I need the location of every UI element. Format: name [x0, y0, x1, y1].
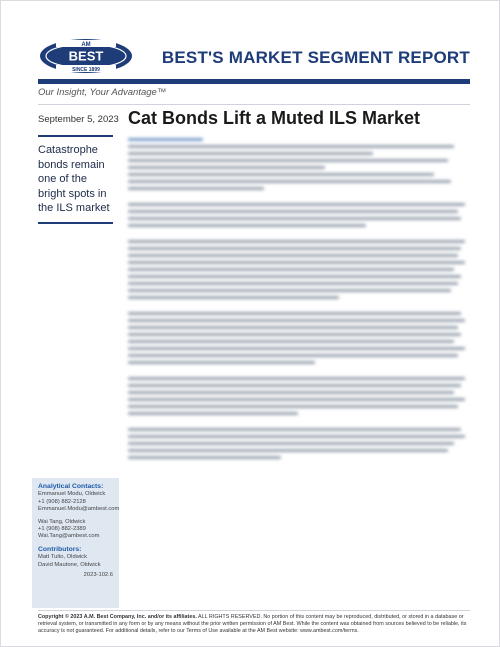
document-code: 2023-102.6 — [83, 572, 113, 579]
logo-top-text: AM — [81, 42, 91, 48]
publication-date: September 5, 2023 — [38, 114, 119, 125]
copyright-footer — [38, 614, 470, 635]
logo-bottom-text: SINCE 1899 — [72, 67, 100, 73]
logo-main-text: BEST — [68, 48, 104, 64]
copyright-disclaimer: ALL RIGHTS RESERVED. No portion of this content may be reproduced, distributed, or stored in a database or retrieval system, or transmitted in any form or by any means without the prior written permission of AM Best. While the content was obtained from sources believed to be reliable, its accuracy is not guaranteed. For additional details, refer to our Terms of Use available at the AM Best website: www.ambest.com/terms. — [38, 614, 467, 634]
contributors-header: Contributors: — [38, 545, 82, 553]
contributor-name: David Mautone, Oldwick — [38, 561, 101, 568]
analyst-email[interactable]: Wai.Tang@ambest.com — [38, 533, 100, 540]
footer-rule — [38, 610, 470, 611]
analyst-email[interactable]: Emmanuel.Modu@ambest.com — [38, 506, 120, 513]
blurred-article-body — [128, 138, 468, 608]
analyst-name: Emmanuel Modu, Oldwick — [38, 491, 106, 498]
analyst-phone: +1 (908) 882-2128 — [38, 498, 86, 505]
analytical-contacts-header: Analytical Contacts: — [38, 483, 104, 490]
analyst-name: Wai Tang, Oldwick — [38, 518, 86, 525]
tagline: Our Insight, Your Advantage™ — [38, 87, 167, 98]
analytical-contacts-panel — [32, 478, 119, 608]
article-headline: Cat Bonds Lift a Muted ILS Market — [128, 108, 421, 128]
report-series-title: BEST'S MARKET SEGMENT REPORT — [161, 48, 470, 67]
contributor-name: Matt Tulto, Oldwick — [38, 554, 87, 561]
copyright-notice: Copyright © 2023 A.M. Best Company, Inc. and/or its affiliates. — [38, 614, 197, 620]
analyst-phone: +1 (908) 882-2389 — [38, 526, 86, 533]
tagline-rule — [38, 104, 470, 105]
sidebar-pull-quote: Catastrophe bonds remain one of the bright spots in the ILS market — [38, 135, 113, 224]
am-best-logo — [38, 36, 134, 76]
header-rule — [38, 79, 470, 84]
